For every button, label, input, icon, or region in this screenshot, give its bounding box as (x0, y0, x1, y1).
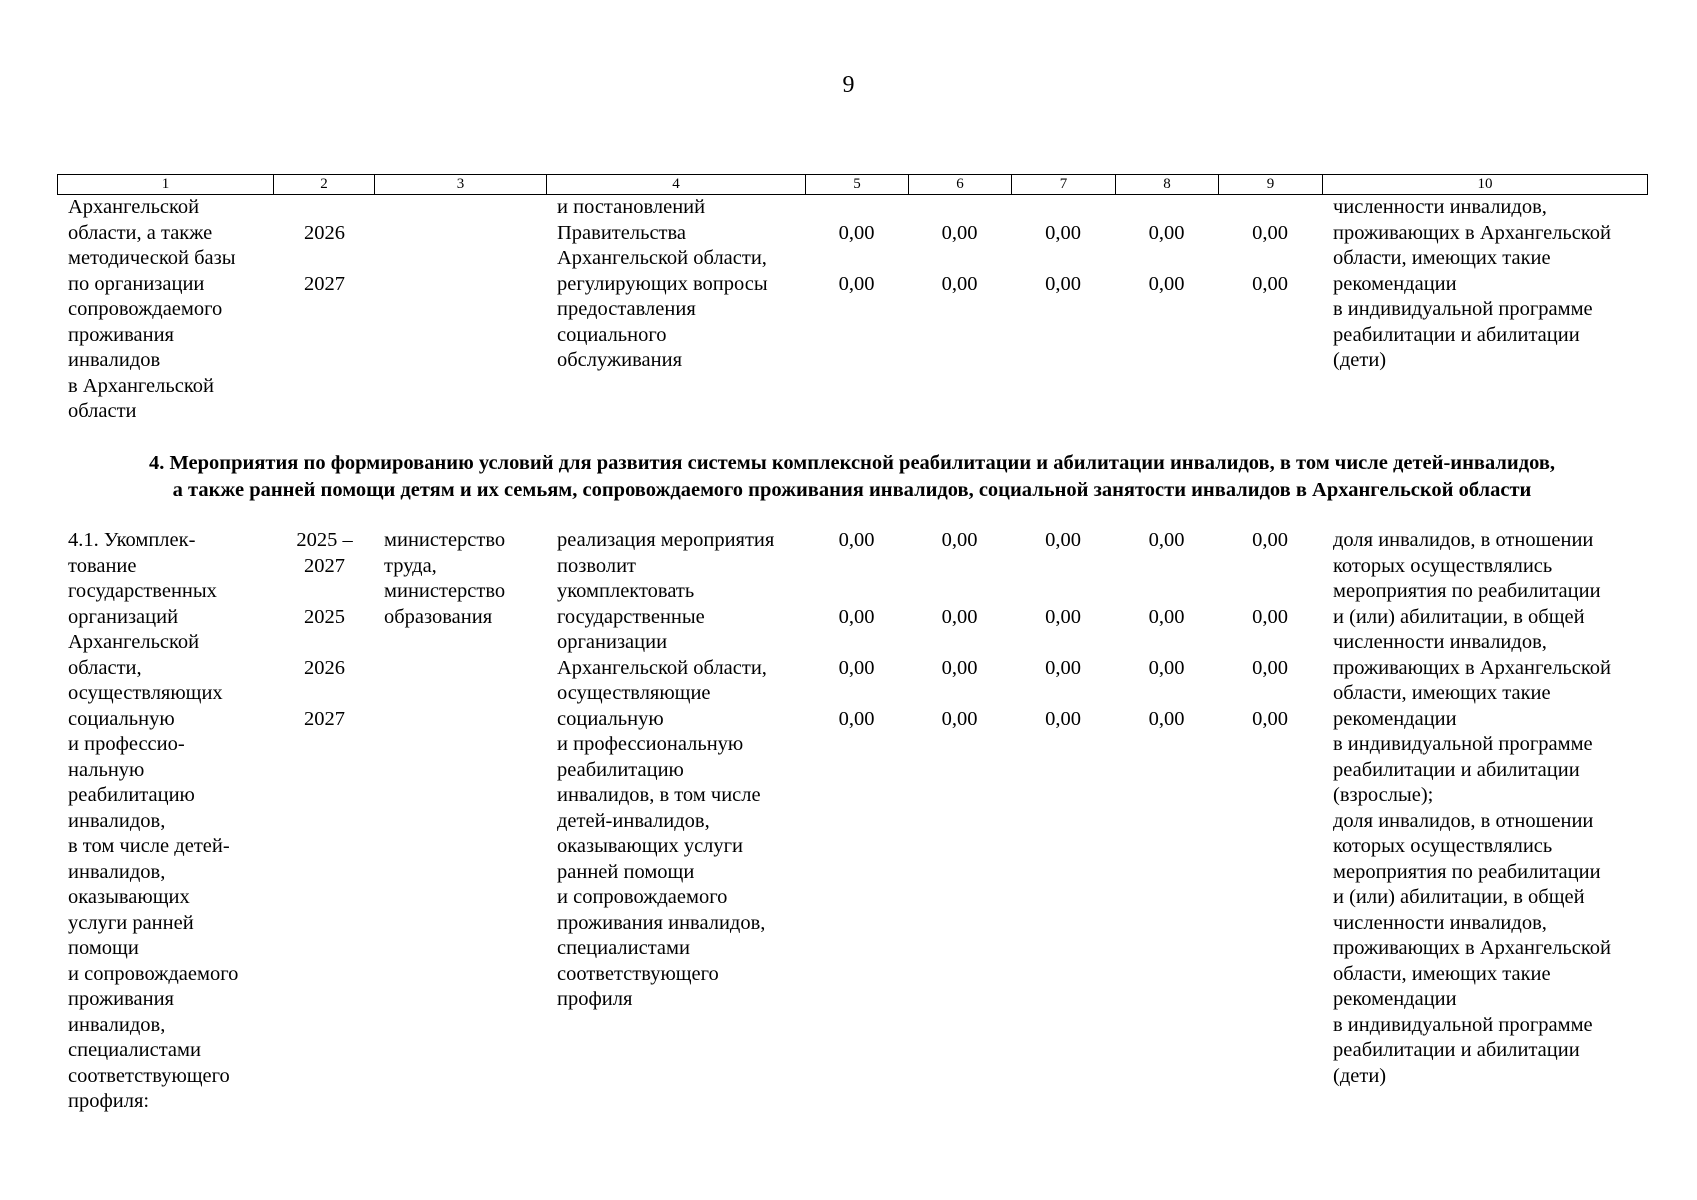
block-b-r3-c5: 0,00 (838, 657, 875, 679)
block-b-r1-c7: 0,00 (1045, 529, 1081, 551)
block-b-r4-c6: 0,00 (941, 708, 978, 730)
block-b-year-range: 2025 – 2027 (296, 529, 353, 577)
block-b-r1-c9: 0,00 (1252, 529, 1288, 551)
block-b-executor-text: министерство труда, министерство образования (384, 529, 506, 628)
block-a-r2-c5: 0,00 (838, 273, 875, 295)
section-heading-line-1: 4. Мероприятия по формированию условий для развития системы комплексной реабилитации и абилитации инвалидов, в том числе детей-инвалидов, (148, 452, 1556, 474)
block-b-r4-c5: 0,00 (838, 708, 875, 730)
block-b-r2-c8: 0,00 (1148, 606, 1185, 628)
column-header-6: 6 (909, 175, 1012, 195)
block-a-measure-text: Архангельской области, а также методической базы по организации сопровождаемого проживания инвалидов в Архангельской области (68, 196, 236, 422)
block-a-r1-c8: 0,00 (1148, 222, 1185, 244)
block-a-indicator-text: численности инвалидов, проживающих в Архангельской области, имеющих такие рекомендации в индивидуальной программе реабилитации и абилитации (дети) (1333, 196, 1612, 371)
block-b-year-2027: 2027 (304, 708, 345, 730)
block-a-r2-c6: 0,00 (941, 273, 978, 295)
block-a-year-2026: 2026 (304, 222, 345, 244)
block-a-r1-c9: 0,00 (1252, 222, 1288, 244)
section-heading (57, 450, 1647, 504)
block-b-r4-c9: 0,00 (1252, 708, 1288, 730)
block-a-r1-c6: 0,00 (941, 222, 978, 244)
block-b-r4-c7: 0,00 (1045, 708, 1081, 730)
column-header-4: 4 (547, 175, 806, 195)
block-b-r2-c6: 0,00 (941, 606, 978, 628)
block-a-r2-c7: 0,00 (1045, 273, 1081, 295)
block-b-r2-c5: 0,00 (838, 606, 875, 628)
block-b-r3-c9: 0,00 (1252, 657, 1288, 679)
block-b-r1-c8: 0,00 (1148, 529, 1185, 551)
column-header-9: 9 (1219, 175, 1323, 195)
block-a-r2-c9: 0,00 (1252, 273, 1288, 295)
block-a-year-2027: 2027 (304, 273, 345, 295)
block-b-r3-c7: 0,00 (1045, 657, 1081, 679)
block-a-result-text: и постановлений Правительства Архангельской области, регулирующих вопросы предоставления социального обслуживания (557, 196, 768, 371)
block-b-r4-c8: 0,00 (1148, 708, 1185, 730)
column-header-row (57, 174, 1648, 195)
column-header-1: 1 (58, 175, 274, 195)
column-header-10: 10 (1323, 175, 1648, 195)
page-number: 9 (842, 72, 855, 98)
column-header-5: 5 (806, 175, 909, 195)
block-b-r2-c9: 0,00 (1252, 606, 1288, 628)
block-b-r3-c6: 0,00 (941, 657, 978, 679)
block-b-year-2026: 2026 (304, 657, 345, 679)
block-b-r2-c7: 0,00 (1045, 606, 1081, 628)
column-header-7: 7 (1012, 175, 1116, 195)
block-b-r1-c6: 0,00 (941, 529, 978, 551)
block-b-r1-c5: 0,00 (838, 529, 875, 551)
block-b-result-text: реализация мероприятия позволит укомплектовать государственные организации Архангельской области, осуществляющие социальную и профессиональную реабилитацию инвалидов, в том числе детей-инвалидов, оказывающих услуги ранней помощи и сопровождаемого проживания инвалидов, специалистами соответствующего профиля (557, 529, 775, 1010)
block-a-r2-c8: 0,00 (1148, 273, 1185, 295)
block-a-r1-c7: 0,00 (1045, 222, 1081, 244)
block-a-r1-c5: 0,00 (838, 222, 875, 244)
block-b-year-2025: 2025 (304, 606, 345, 628)
block-b-measure-text: 4.1. Укомплек- тование государственных организаций Архангельской области, осуществляющих социальную и профессио- нальную реабилитацию инвалидов, в том числе детей- инвалидов, оказывающих услуги ранней помощи и сопровождаемого проживания инвалидов, специалистами соответствующего профиля: (68, 529, 239, 1112)
block-b-indicator-text: доля инвалидов, в отношении которых осуществлялись мероприятия по реабилитации и (или) абилитации, в общей численности инвалидов, проживающих в Архангельской области, имеющих такие рекомендации в индивидуальной программе реабилитации и абилитации (взрослые); доля инвалидов, в отношении которых осуществлялись мероприятия по реабилитации и (или) абилитации, в общей численности инвалидов, проживающих в Архангельской области, имеющих такие рекомендации в индивидуальной программе реабилитации и абилитации (дети) (1333, 529, 1612, 1087)
column-header-2: 2 (274, 175, 375, 195)
column-header-8: 8 (1116, 175, 1219, 195)
section-heading-line-2: а также ранней помощи детям и их семьям, сопровождаемого проживания инвалидов, социальной занятости инвалидов в Архангельской области (172, 479, 1532, 501)
column-header-3: 3 (375, 175, 547, 195)
block-b-r3-c8: 0,00 (1148, 657, 1185, 679)
